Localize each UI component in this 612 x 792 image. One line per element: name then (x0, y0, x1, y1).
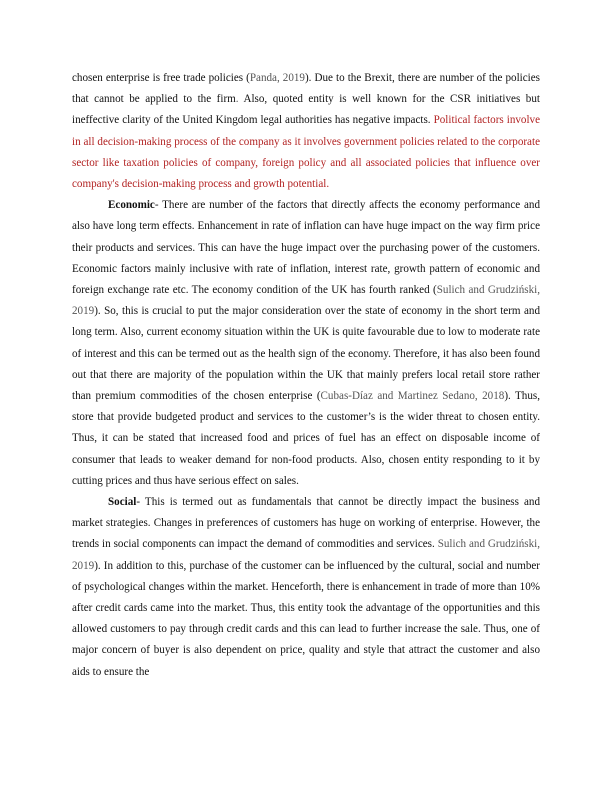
text-segment: Also, quoted entity is well known for the CSR initiatives but ineffective clarity of the United Kingdom legal authorities has negative impacts. (72, 93, 540, 127)
citation: Cubas-Díaz and Martinez Sedano, 2018 (320, 390, 505, 403)
document-body (72, 68, 540, 683)
section-heading-economic: Economic (108, 199, 155, 212)
text-segment: ). So, this is crucial to put the major consideration over the state of economy in the short term and long term. Also, current economy situation within the UK is quite favourable due to low to moderate rate of interest and this can be termed out as the health sign of the economy. Therefore, it has also been found out that there are majority of the population within the UK that mainly prefers local retail store rather than premium commodities of the chosen enterprise ( (72, 305, 540, 403)
paragraph-political (72, 68, 540, 195)
citation: Sulich and Grudziński, 2019 (72, 538, 540, 572)
text-segment: chosen enterprise is free trade policies ( (72, 72, 250, 84)
section-heading-social: Social (108, 496, 137, 509)
text-segment: ). Due to the Brexit, there are number of the policies that cannot be applied to the firm (72, 72, 540, 106)
text-segment: - There are number of the factors that directly affects the economy performance and also have long term effects. Enhancement in rate of inflation can have huge impact on the way firm price their products and services. This can have the huge impact over the purchasing power of the customers. Economic factors mainly inclusive with rate of inflation, interest rate, growth pattern of economic and foreign exchange rate etc. The economy condition of the UK has fourth ranked ( (72, 199, 540, 297)
citation: Sulich and Grudziński, 2019 (72, 284, 540, 318)
text-segment: - This is termed out as fundamentals that cannot be directly impact the business and market strategies. Changes in preferences of customers has huge on working of enterprise. However, the trends in social components can impact the demand of commodities and services. (72, 496, 540, 551)
text-segment: ). Thus, store that provide budgeted product and services to the customer’s is the wider threat to chosen entity. Thus, it can be stated that increased food and prices of fuel has an effect on disposable income of consumer that leads to weaker demand for non-food products. Also, chosen entity responding to it by cutting prices and thus have serious effect on sales. (72, 390, 540, 487)
text-segment: . (235, 93, 239, 106)
paragraph-economic (72, 195, 540, 492)
highlighted-text: Political factors involve in all decision-making process of the company as it involves government policies related to the corporate sector like taxation policies of company, foreign policy and all associated policies that influence over company's decision-making process and growth potential. (72, 114, 541, 191)
paragraph-social (72, 492, 540, 683)
citation: Panda, 2019 (249, 72, 305, 84)
text-segment: ). In addition to this, purchase of the customer can be influenced by the cultural, social and number of psychological changes within the market. Henceforth, there is enhancement in trade of more than 10% after credit cards came into the market. Thus, this entity took the advantage of the opportunities and this allowed customers to pay through credit cards and this can lead to further increase the sale. Thus, one of major concern of buyer is also dependent on price, quality and style that attract the customer and also aids to ensure the (72, 559, 540, 678)
